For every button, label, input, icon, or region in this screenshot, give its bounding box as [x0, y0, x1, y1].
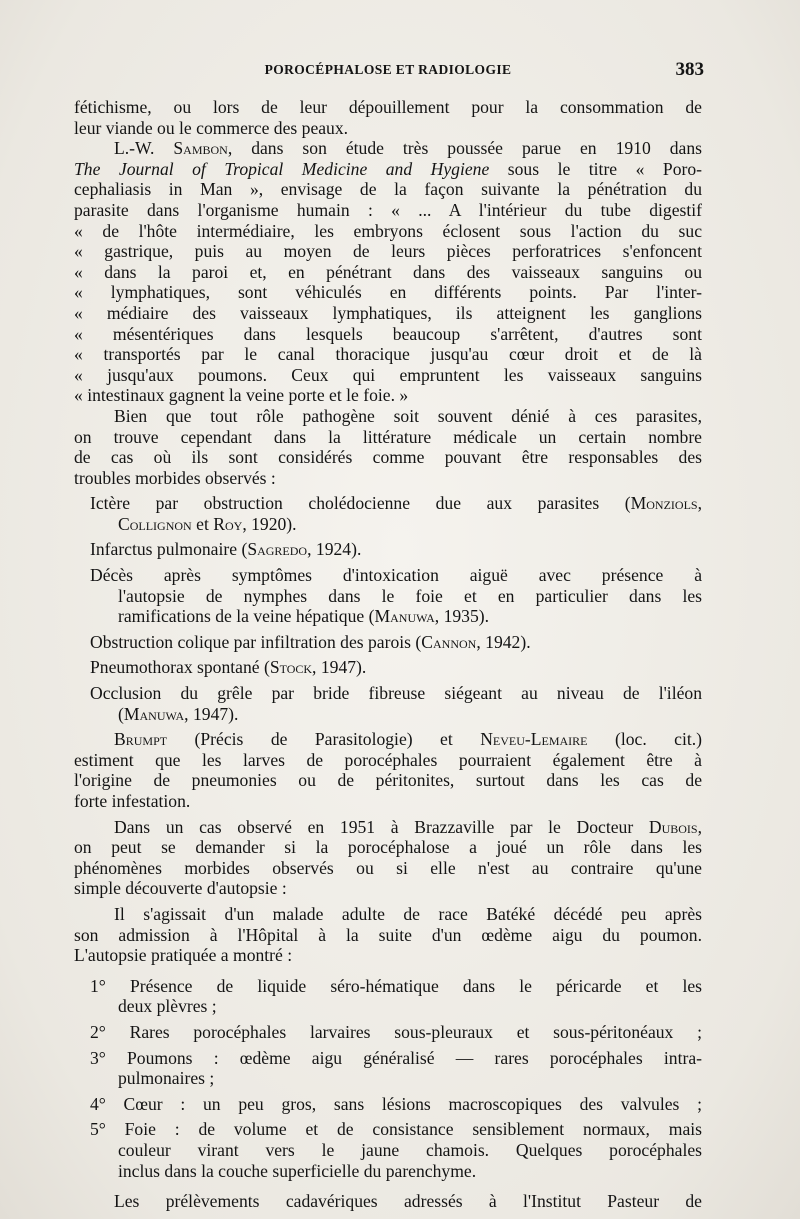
finding-item: 4° Cœur : un peu gros, sans lésions macroscopiques des valvules ; [90, 1093, 702, 1114]
finding-item: 5° Foie : de volume et de consistance sensiblement normaux, mais [90, 1119, 702, 1140]
text-line: l'origine de pneumonies ou de péritonites, surtout dans les cas de [74, 770, 702, 791]
text-line: « gastrique, puis au moyen de leurs pièces perforatrices s'enfoncent [74, 241, 702, 262]
text-line: on trouve cependant dans la littérature médicale un certain nombre [74, 426, 702, 447]
finding-item: 1° Présence de liquide séro-hématique dans le péricarde et les [90, 975, 702, 996]
autopsy-findings [74, 976, 702, 1181]
text-fragment: et [191, 513, 214, 534]
text-fragment: sous le titre « Poro- [489, 158, 703, 179]
text-line: simple découverte d'autopsie : [74, 878, 287, 899]
text-fragment: Infarctus pulmonaire ( [90, 539, 248, 560]
paragraph-1 [74, 97, 702, 138]
text-line: « intestinaux gagnent la veine porte et le foie. » [74, 385, 409, 406]
text-fragment: ( [118, 703, 124, 724]
text-fragment: Ictère par obstruction cholédocienne due aux parasites ( [90, 493, 631, 514]
text-line [74, 817, 702, 838]
text-line: « de l'hôte intermédiaire, les embryons éclosent sous l'action du suc [74, 220, 702, 241]
text-fragment: , 1920). [242, 513, 297, 534]
paragraph-7 [74, 1191, 702, 1212]
finding-item-continued: couleur virant vers le jaune chamois. Quelques porocéphales [118, 1139, 702, 1160]
author-name: Dubois, [648, 816, 702, 837]
page-number: 383 [675, 59, 704, 80]
journal-title: The Journal of Tropical Medicine and Hygiene [74, 158, 490, 179]
case-item [74, 632, 702, 653]
author-name: Brumpt [114, 729, 168, 750]
paragraph-5-dubois [74, 817, 702, 899]
text-line: « transportés par le canal thoracique jusqu'au cœur droit et de là [74, 344, 702, 365]
paragraph-4-brumpt [74, 729, 702, 811]
case-item-continued [74, 514, 702, 535]
text-fragment: (Précis de Parasitologie) et [167, 729, 481, 750]
text-line: Bien que tout rôle pathogène soit souvent dénié à ces parasites, [114, 405, 702, 426]
text-line: son admission à l'Hôpital à la suite d'un œdème aigu du poumon. [74, 924, 702, 945]
author-name: Cannon [421, 631, 477, 652]
text-line: « jusqu'aux poumons. Ceux qui empruntent les vaisseaux sanguins [74, 364, 702, 385]
author-name: Manuwa [374, 606, 435, 627]
text-fragment: Dans un cas observé en 1951 à Brazzaville par le Docteur [114, 816, 649, 837]
page-header [72, 59, 704, 84]
text-fragment: , 1947). [184, 703, 239, 724]
body-text [74, 97, 702, 1212]
text-line [74, 159, 702, 180]
text-line: Les prélèvements cadavériques adressés à l'Institut Pasteur de [114, 1191, 702, 1212]
text-fragment: , 1942). [476, 631, 531, 652]
paragraph-2-sambon [74, 138, 702, 406]
text-line: estiment que les larves de porocéphales pourraient également être à [74, 749, 702, 770]
paragraph-6 [74, 904, 702, 966]
finding-item-continued: inclus dans la couche superficielle du parenchyme. [118, 1160, 477, 1181]
finding-item: 2° Rares porocéphales larvaires sous-pleuraux et sous-péritonéaux ; [90, 1021, 702, 1042]
case-item: Décès après symptômes d'intoxication aiguë avec présence à [90, 565, 702, 586]
case-item [74, 657, 702, 678]
author-name: Sagredo [247, 539, 308, 560]
text-line: on peut se demander si la porocéphalose a joué un rôle dans les [74, 837, 702, 858]
text-line: parasite dans l'organisme humain : « ... A l'intérieur du tube digestif [74, 199, 702, 220]
text-line: L'autopsie pratiquée a montré : [74, 945, 293, 966]
author-name: Monziols, [630, 493, 702, 514]
finding-item-continued: pulmonaires ; [118, 1068, 215, 1089]
case-list [74, 493, 702, 724]
text-line: leur viande ou le commerce des peaux. [74, 117, 349, 138]
text-line [74, 729, 702, 750]
text-line: « lymphatiques, sont véhiculés en différents points. Par l'inter- [74, 282, 702, 303]
author-name: Stock [269, 657, 313, 678]
text-fragment: Obstruction colique par infiltration des parois ( [90, 631, 422, 652]
author-name: Roy [213, 513, 243, 534]
case-item [74, 539, 702, 560]
text-fragment: (loc. cit.) [587, 729, 702, 750]
text-line: « mésentériques dans lesquels beaucoup s'arrêtent, d'autres sont [74, 323, 702, 344]
case-item-continued: l'autopsie de nymphes dans le foie et en particulier dans les [118, 585, 702, 606]
text-line: phénomènes morbides observés ou si elle n'est au contraire qu'une [74, 857, 702, 878]
text-line: Il s'agissait d'un malade adulte de race Batéké décédé peu après [114, 903, 702, 924]
text-fragment: dans son étude très poussée parue en 1910 dans [232, 138, 702, 159]
text-line: fétichisme, ou lors de leur dépouillement pour la consommation de [74, 97, 702, 117]
paragraph-3 [74, 406, 702, 488]
text-line: forte infestation. [74, 791, 191, 811]
text-line: troubles morbides observés : [74, 467, 276, 488]
case-item: Occlusion du grêle par bride fibreuse siégeant au niveau de l'iléon [90, 683, 702, 704]
text-fragment: ramifications de la veine hépatique ( [118, 606, 375, 627]
text-fragment: , 1935). [434, 606, 490, 627]
text-fragment: , 1947). [312, 657, 367, 678]
case-item-continued [74, 704, 702, 725]
finding-item: 3° Poumons : œdème aigu généralisé — rares porocéphales intra- [90, 1047, 702, 1068]
author-name: Manuwa [123, 703, 185, 724]
text-line: « médiaire des vaisseaux lymphatiques, ils atteignent les ganglions [74, 302, 702, 323]
author-name: L.-W. Sambon, [114, 138, 233, 159]
text-fragment: , 1924). [307, 539, 362, 560]
author-name: Collignon [118, 513, 192, 534]
text-line: cephaliasis in Man », envisage de la façon suivante la pénétration du [74, 179, 702, 200]
author-name: Neveu-Lemaire [480, 729, 588, 750]
text-line: « dans la paroi et, en pénétrant dans des vaisseaux sanguins ou [74, 261, 702, 282]
text-line: de cas où ils sont considérés comme pouvant être responsables des [74, 447, 702, 468]
running-title: POROCÉPHALOSE ET RADIOLOGIE [264, 62, 512, 77]
text-line [74, 138, 702, 159]
case-item-continued [74, 606, 702, 627]
case-item [74, 493, 702, 514]
text-fragment: Pneumothorax spontané ( [90, 657, 270, 678]
finding-item-continued: deux plèvres ; [118, 996, 217, 1017]
